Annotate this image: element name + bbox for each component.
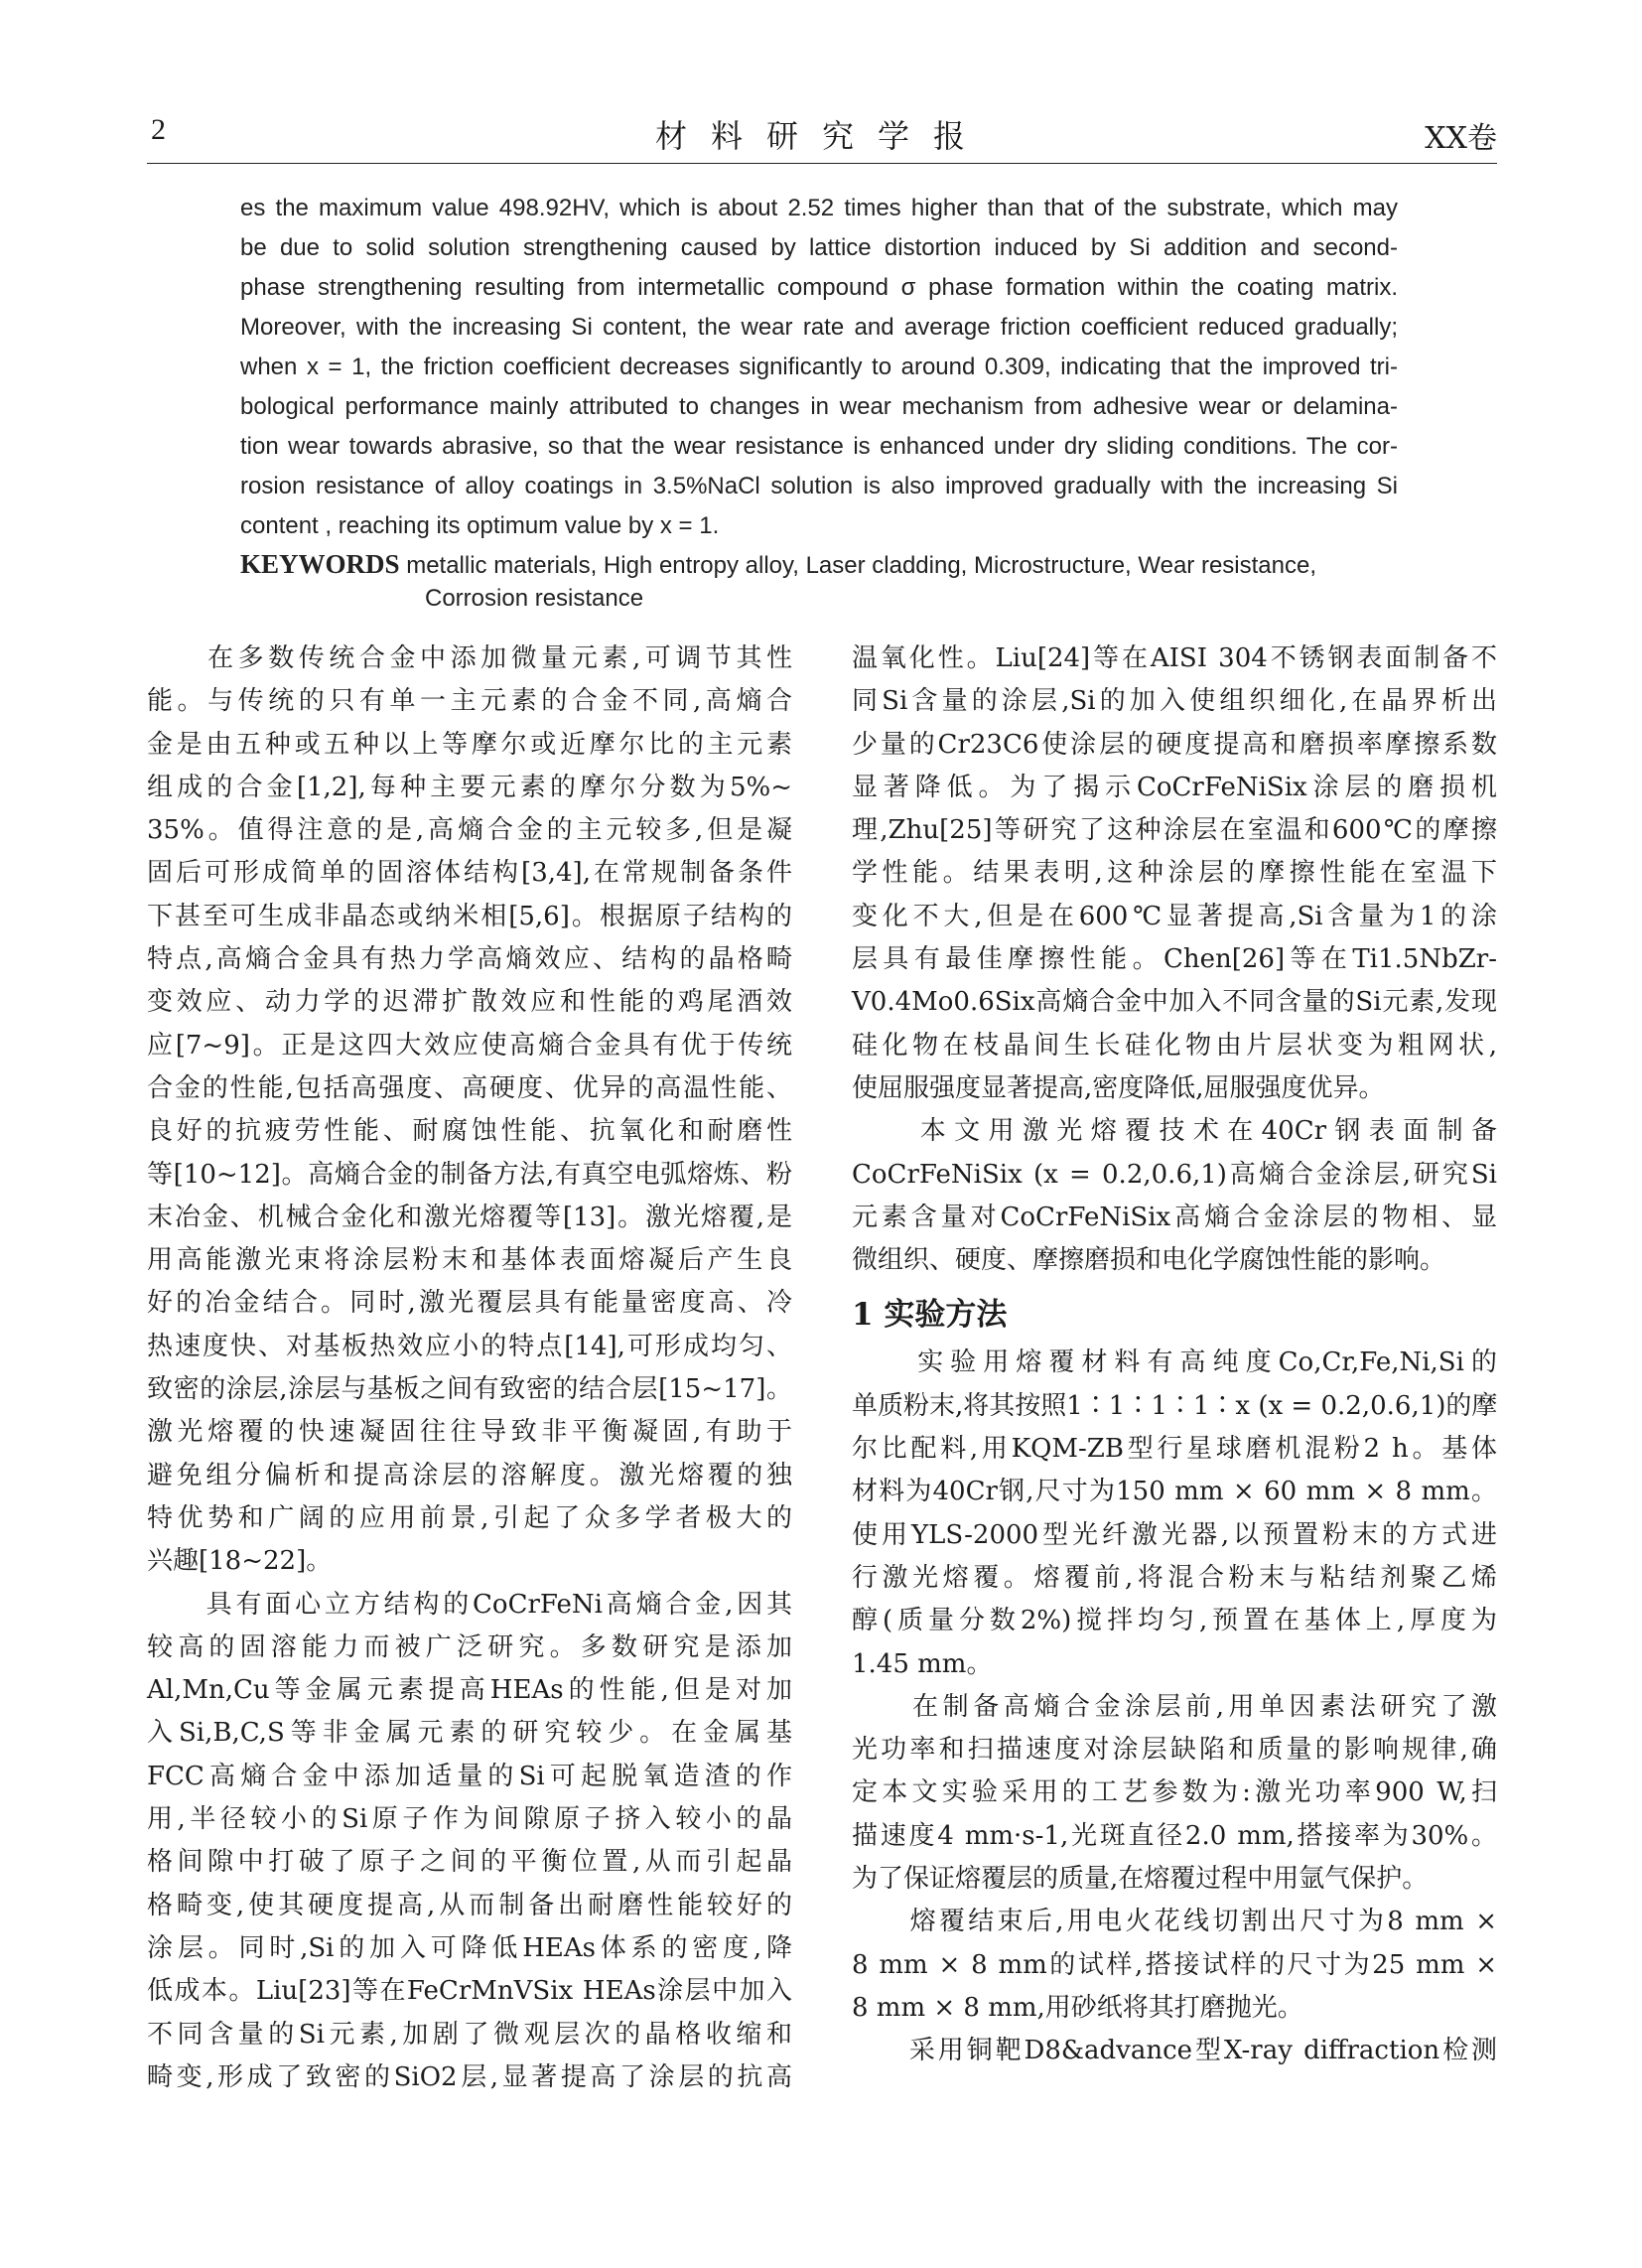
body-text-line: 末冶金、机械合金化和激光熔覆等[13]。激光熔覆,是	[147, 1202, 792, 1232]
body-text-line: 较高的固溶能力而被广泛研究。多数研究是添加	[147, 1631, 792, 1662]
journal-title: 材料研究学报	[654, 117, 989, 155]
keywords-line-1: metallic materials, High entropy alloy, Laser cladding, Microstructure, Wear resistance,	[406, 552, 1317, 579]
body-text-line: V0.4Mo0.6Six高熵合金中加入不同含量的Si元素,发现	[852, 987, 1497, 1018]
body-text-line: 格间隙中打破了原子之间的平衡位置,从而引起晶	[147, 1847, 792, 1878]
abstract-line: rosion resistance of alloy coatings in 3.5%NaCl solution is also improved gradually with the increasing Si	[240, 473, 1398, 499]
body-text-line: 实验用熔覆材料有高纯度Co,Cr,Fe,Ni,Si的	[852, 1347, 1497, 1378]
keywords	[240, 548, 1412, 615]
body-text-line: 变效应、动力学的迟滞扩散效应和性能的鸡尾酒效	[147, 987, 792, 1018]
abstract-line: tion wear towards abrasive, so that the wear resistance is enhanced under dry sliding conditions. The cor-	[240, 433, 1398, 460]
section-heading: 1 实验方法	[852, 1297, 1008, 1334]
body-text-line: 变化不大,但是在600℃显著提高,Si含量为1的涂	[852, 901, 1497, 931]
body-text-line: 避免组分偏析和提高涂层的溶解度。激光熔覆的独	[147, 1460, 792, 1490]
body-text-line: 良好的抗疲劳性能、耐腐蚀性能、抗氧化和耐磨性	[147, 1116, 792, 1147]
body-text-line: 固后可形成简单的固溶体结构[3,4],在常规制备条件	[147, 858, 792, 889]
abstract-line: es the maximum value 498.92HV, which is about 2.52 times higher than that of the substrate, which may	[240, 195, 1398, 221]
body-text-line: FCC高熵合金中添加适量的Si可起脱氧造渣的作	[147, 1761, 792, 1791]
body-text-line: 行激光熔覆。熔覆前,将混合粉末与粘结剂聚乙烯	[852, 1562, 1497, 1593]
body-text-line: 低成本。Liu[23]等在FeCrMnVSix HEAs涂层中加入	[147, 1976, 792, 2007]
body-text-line: 能。与传统的只有单一主元素的合金不同,高熵合	[147, 686, 792, 717]
body-text-line: 少量的Cr23C6使涂层的硬度提高和磨损率摩擦系数	[852, 729, 1497, 760]
body-text-line: 格畸变,使其硬度提高,从而制备出耐磨性能较好的	[147, 1890, 792, 1920]
body-text-line: 8 mm × 8 mm,用砂纸将其打磨抛光。	[852, 1992, 1303, 2023]
body-text-line: 致密的涂层,涂层与基板之间有致密的结合层[15~17]。	[147, 1374, 792, 1405]
abstract-line: Moreover, with the increasing Si content, the wear rate and average friction coefficient reduced gradually;	[240, 314, 1398, 341]
body-text-line: 用,半径较小的Si原子作为间隙原子挤入较小的晶	[147, 1804, 792, 1835]
keywords-line-2: Corrosion resistance	[425, 585, 644, 612]
page-header	[147, 111, 1497, 164]
body-text-line: 金是由五种或五种以上等摩尔或近摩尔比的主元素	[147, 729, 792, 760]
abstract-line: content , reaching its optimum value by x = 1.	[240, 512, 720, 539]
body-text-line: 不同含量的Si元素,加剧了微观层次的晶格收缩和	[147, 2019, 792, 2050]
body-text-line: 使用YLS-2000型光纤激光器,以预置粉末的方式进	[852, 1519, 1497, 1550]
body-text-line: 涂层。同时,Si的加入可降低HEAs体系的密度,降	[147, 1932, 792, 1963]
body-text-line: Al,Mn,Cu等金属元素提高HEAs的性能,但是对加	[147, 1675, 792, 1706]
body-text-line: 使屈服强度显著提高,密度降低,屈服强度优异。	[852, 1072, 1385, 1103]
body-text-line: 单质粉末,将其按照1∶1∶1∶1∶x (x = 0.2,0.6,1)的摩	[852, 1390, 1498, 1421]
body-text-line: 采用铜靶D8&advance型X-ray diffraction检测	[852, 2036, 1497, 2066]
abstract-line: bological performance mainly attributed to changes in wear mechanism from adhesive wear or delamina-	[240, 393, 1398, 420]
body-text-line: 激光熔覆的快速凝固往往导致非平衡凝固,有助于	[147, 1417, 792, 1448]
body-text-line: 具有面心立方结构的CoCrFeNi高熵合金,因其	[147, 1589, 792, 1620]
body-text-line: 元素含量对CoCrFeNiSix高熵合金涂层的物相、显	[852, 1202, 1497, 1232]
body-text-line: 8 mm × 8 mm的试样,搭接试样的尺寸为25 mm ×	[852, 1949, 1497, 1980]
body-text-line: 合金的性能,包括高强度、高硬度、优异的高温性能、	[147, 1072, 792, 1103]
body-text-line: CoCrFeNiSix (x = 0.2,0.6,1)高熵合金涂层,研究Si	[852, 1159, 1497, 1190]
body-text-line: 显著降低。为了揭示CoCrFeNiSix涂层的磨损机	[852, 772, 1497, 802]
body-text-line: 特优势和广阔的应用前景,引起了众多学者极大的	[147, 1502, 792, 1533]
body-text-line: 35%。值得注意的是,高熵合金的主元较多,但是凝	[147, 815, 792, 846]
body-text-line: 醇(质量分数2%)搅拌均匀,预置在基体上,厚度为	[852, 1606, 1497, 1636]
body-text-line: 学性能。结果表明,这种涂层的摩擦性能在室温下	[852, 858, 1497, 889]
body-text-line: 在制备高熵合金涂层前,用单因素法研究了激	[852, 1691, 1497, 1722]
body-text-line: 定本文实验采用的工艺参数为:激光功率900 W,扫	[852, 1777, 1497, 1808]
body-text-line: 材料为40Cr钢,尺寸为150 mm × 60 mm × 8 mm。	[852, 1477, 1497, 1507]
body-text-line: 热速度快、对基板热效应小的特点[14],可形成均匀、	[147, 1331, 792, 1361]
body-text-line: 为了保证熔覆层的质量,在熔覆过程中用氩气保护。	[852, 1864, 1429, 1895]
body-text-line: 下甚至可生成非晶态或纳米相[5,6]。根据原子结构的	[147, 901, 792, 931]
body-text-line: 兴趣[18~22]。	[147, 1546, 333, 1577]
body-text-line: 本文用激光熔覆技术在40Cr钢表面制备	[852, 1116, 1497, 1147]
page-number: 2	[151, 113, 166, 146]
body-text-line: 等[10~12]。高熵合金的制备方法,有真空电弧熔炼、粉	[147, 1159, 792, 1190]
keywords-label: KEYWORDS	[240, 549, 400, 579]
volume-label: XX卷	[1425, 121, 1497, 156]
left-column	[147, 638, 792, 2099]
body-text-line: 应[7~9]。正是这四大效应使高熵合金具有优于传统	[147, 1030, 792, 1061]
body-text-line: 畸变,形成了致密的SiO2层,显著提高了涂层的抗高	[147, 2061, 792, 2092]
body-text-line: 熔覆结束后,用电火花线切割出尺寸为8 mm ×	[852, 1907, 1497, 1937]
right-column	[852, 638, 1497, 2073]
body-text-line: 在多数传统合金中添加微量元素,可调节其性	[147, 643, 792, 673]
body-text-line: 特点,高熵合金具有热力学高熵效应、结构的晶格畸	[147, 944, 792, 975]
abstract-line: phase strengthening resulting from intermetallic compound σ phase formation within the coating matrix.	[240, 274, 1398, 301]
body-text-line: 层具有最佳摩擦性能。Chen[26]等在Ti1.5NbZr-	[852, 944, 1497, 975]
body-text-line: 组成的合金[1,2],每种主要元素的摩尔分数为5%~	[147, 772, 792, 802]
body-text-line: 温氧化性。Liu[24]等在AISI 304不锈钢表面制备不	[852, 643, 1497, 673]
body-text-line: 同Si含量的涂层,Si的加入使组织细化,在晶界析出	[852, 686, 1497, 717]
body-text-line: 好的冶金结合。同时,激光覆层具有能量密度高、冷	[147, 1288, 792, 1319]
body-text-line: 硅化物在枝晶间生长硅化物由片层状变为粗网状,	[852, 1030, 1497, 1061]
body-text-line: 1.45 mm。	[852, 1648, 993, 1679]
body-text-line: 光功率和扫描速度对涂层缺陷和质量的影响规律,确	[852, 1735, 1497, 1766]
english-abstract	[240, 189, 1398, 546]
body-text-line: 描速度4 mm·s-1,光斑直径2.0 mm,搭接率为30%。	[852, 1820, 1497, 1851]
abstract-line: when x = 1, the friction coefficient decreases significantly to around 0.309, indicating that the improved tri-	[240, 354, 1398, 380]
abstract-line: be due to solid solution strengthening caused by lattice distortion induced by Si addition and second-	[240, 234, 1398, 261]
body-text-line: 理,Zhu[25]等研究了这种涂层在室温和600℃的摩擦	[852, 815, 1497, 846]
body-text-line: 入Si,B,C,S等非金属元素的研究较少。在金属基	[147, 1718, 792, 1749]
body-text-line: 用高能激光束将涂层粉末和基体表面熔凝后产生良	[147, 1245, 792, 1276]
body-text-line: 微组织、硬度、摩擦磨损和电化学腐蚀性能的影响。	[852, 1245, 1446, 1276]
body-text-line: 尔比配料,用KQM-ZB型行星球磨机混粉2 h。基体	[852, 1434, 1497, 1465]
